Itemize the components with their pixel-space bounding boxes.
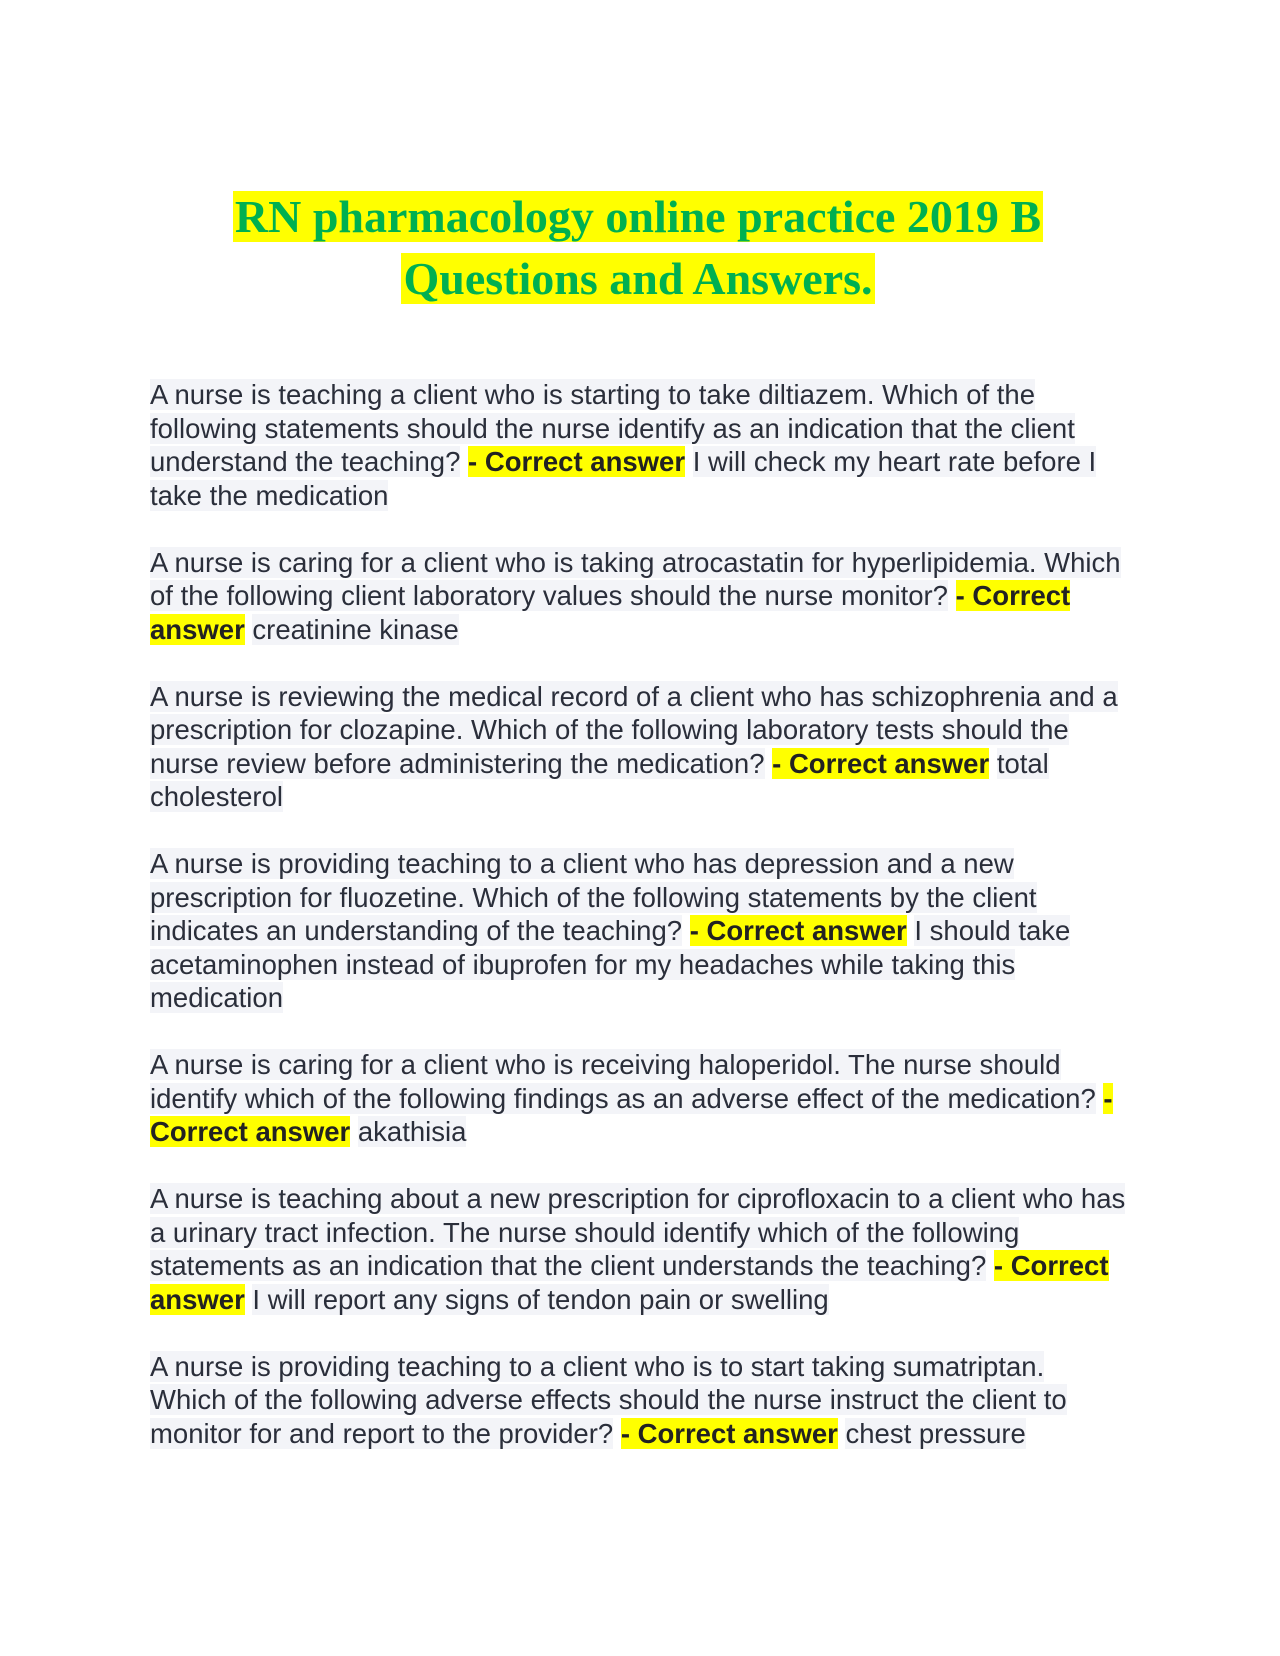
answer-text: akathisia: [357, 1116, 467, 1147]
qa-item: [150, 378, 1126, 512]
answer-text: I should take acetaminophen instead of ibuprofen for my headaches while taking this medication: [150, 915, 1071, 1013]
correct-answer-tag: - Correct answer: [150, 580, 1071, 645]
correct-answer-tag: - Correct answer: [689, 915, 907, 946]
answer-text: chest pressure: [845, 1417, 1026, 1449]
correct-answer-tag: - Correct answer: [150, 1250, 1109, 1315]
qa-list: [150, 378, 1126, 1484]
question-text: A nurse is teaching about a new prescription for ciprofloxacin to a client who has a urinary tract infection. The nurse should identify which of the following statements as an indication that the client understands the teaching?: [150, 1183, 1126, 1281]
answer-text: I will report any signs of tendon pain or swelling: [252, 1283, 829, 1315]
question-text: A nurse is providing teaching to a client who is to start taking sumatriptan. Which of the following adverse effects should the nurse instruct the client to monitor for and report to the provider?: [150, 1350, 1067, 1449]
question-text: A nurse is providing teaching to a client who has depression and a new prescription for fluozetine. Which of the following statements by the client indicates an understanding of the teaching?: [150, 848, 1037, 946]
qa-item: [150, 546, 1126, 647]
correct-answer-tag: - Correct answer: [468, 446, 686, 477]
correct-answer-tag: - Correct answer: [772, 747, 990, 779]
qa-item: [150, 847, 1126, 1015]
qa-item: [150, 1350, 1126, 1451]
question-text: A nurse is teaching a client who is starting to take diltiazem. Which of the following statements should the nurse identify as an indication that the client understand the teaching?: [150, 379, 1075, 477]
answer-text: creatinine kinase: [252, 613, 459, 645]
question-text: A nurse is reviewing the medical record of a client who has schizophrenia and a prescription for clozapine. Which of the following laboratory tests should the nurse review before administering the medication?: [150, 680, 1118, 779]
title-line-1: RN pharmacology online practice 2019 B: [234, 191, 1042, 242]
title-line-2: Questions and Answers.: [403, 253, 873, 304]
qa-item: [150, 1048, 1126, 1149]
correct-answer-tag: - Correct answer: [620, 1417, 838, 1449]
question-text: A nurse is caring for a client who is receiving haloperidol. The nurse should identify which of the following findings as an adverse effect of the medication?: [150, 1049, 1096, 1114]
correct-answer-tag: - Correct answer: [150, 1082, 1113, 1147]
answer-text: I will check my heart rate before I take the medication: [150, 446, 1097, 511]
question-text: A nurse is caring for a client who is taking atrocastatin for hyperlipidemia. Which of the following client laboratory values should the nurse monitor?: [150, 546, 1121, 611]
qa-item: [150, 680, 1126, 814]
qa-item: [150, 1182, 1126, 1316]
answer-text: total cholesterol: [150, 747, 1049, 812]
document-title: [150, 186, 1126, 310]
